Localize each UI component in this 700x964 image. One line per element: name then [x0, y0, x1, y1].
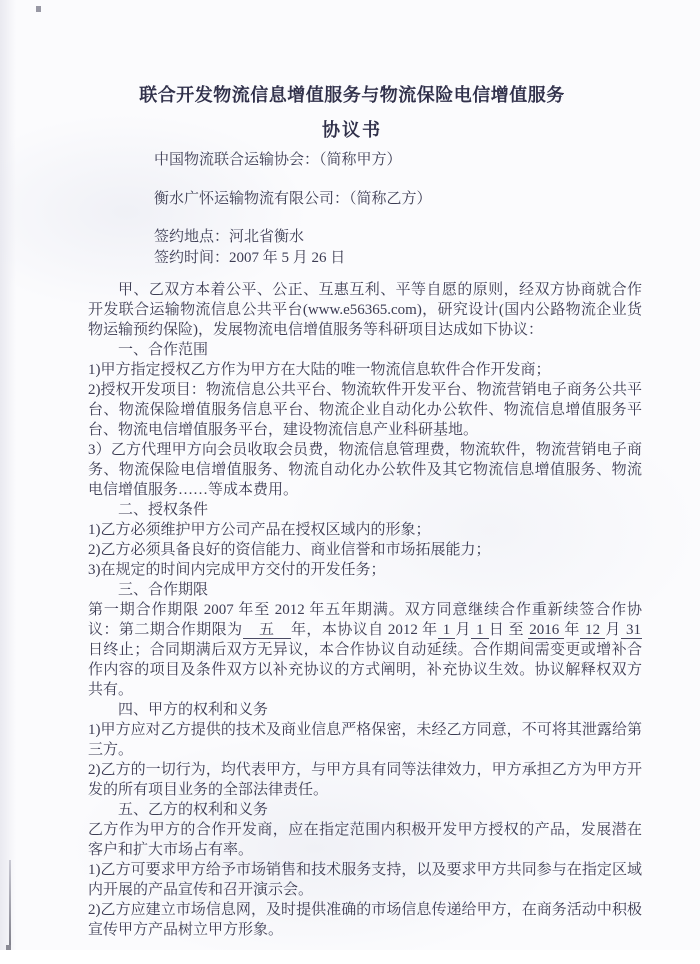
preamble-paragraph: 甲、乙双方本着公平、公正、互惠互利、平等自愿的原则，经双方协商就合作开发联合运输物流信息公共平台(www.e56365.com)，研究设计(国内公路物流企业货物运输预约保险)，发展物流电信增值服务等科研项目达成如下协议：	[88, 282, 642, 338]
clause: 2)乙方必须具备良好的资信能力、商业信誉和市场拓展能力；	[88, 542, 491, 558]
clause: 乙方作为甲方的合作开发商，应在指定范围内积极开发甲方授权的产品，发展潜在客户和扩大市场占有率。	[88, 822, 642, 858]
term-paragraph	[88, 600, 642, 700]
parties-block	[154, 152, 642, 267]
clause: 1)甲方指定授权乙方作为甲方在大陆的唯一物流信息软件合作开发商；	[88, 362, 551, 378]
scan-bottom-margin	[0, 950, 700, 964]
document-subtitle: 协议书	[322, 120, 382, 140]
clause: 3)在规定的时间内完成甲方交付的开发任务；	[88, 562, 386, 578]
term-text: 日 至	[488, 622, 529, 638]
scan-speck-top	[36, 6, 41, 12]
filled-blank: 1	[471, 622, 488, 638]
term-text: 日终止；合同期满后双方无异议，本合作协议自动延续。合作期间需变更或增补合作内容的项目及条件双方以补充协议的方式阐明，补充协议生效。协议解释权双方共有。	[88, 642, 642, 698]
scan-left-edge-shadow	[0, 0, 16, 950]
clause: 2)授权开发项目：物流信息公共平台、物流软件开发平台、物流营销电子商务公共平台、物流保险增值服务信息平台、物流企业自动化办公软件、物流信息增值服务平台、物流电信增值服务平台，建设物流信息产业科研基地。	[88, 382, 642, 438]
clause: 1)甲方应对乙方提供的技术及商业信息严格保密，未经乙方同意，不可将其泄露给第三方。	[88, 722, 642, 758]
section-party-a-rights-obligations	[88, 700, 642, 800]
sign-date-line: 签约时间：2007 年 5 月 26 日	[154, 250, 346, 266]
scan-paper-edge-line	[9, 860, 11, 950]
document-content	[88, 84, 642, 940]
section-heading: 二、授权条件	[118, 502, 209, 518]
section-cooperation-scope	[88, 340, 642, 500]
clause: 1)乙方必须维护甲方公司产品在授权区域内的形象；	[88, 522, 431, 538]
document-title: 联合开发物流信息增值服务与物流保险电信增值服务	[139, 85, 565, 105]
filled-blank: 五	[243, 622, 290, 638]
agreement-body	[88, 280, 642, 940]
term-text: 月	[455, 622, 471, 638]
party-a-line: 中国物流联合运输协会：（简称甲方）	[154, 152, 402, 168]
section-heading: 一、合作范围	[118, 342, 209, 358]
filled-blank: 31	[621, 622, 641, 638]
clause: 2)乙方的一切行为，均代表甲方，与甲方具有同等法律效力，甲方承担乙方为甲方开发的所有项目业务的全部法律责任。	[88, 762, 642, 798]
party-b-line: 衡水广怀运输物流有限公司：（简称乙方）	[154, 191, 432, 207]
clause: 3）乙方代理甲方向会员收取会员费，物流信息管理费，物流软件，物流营销电子商务、物流保险电信增值服务、物流自动化办公软件及其它物流信息增值服务、物流电信增值服务……等成本费用。	[88, 442, 642, 498]
term-text: 年	[564, 622, 580, 638]
filled-blank: 12	[580, 622, 605, 638]
section-authorization-conditions	[88, 500, 642, 580]
clause: 1)乙方可要求甲方给予市场销售和技术服务支持，以及要求甲方共同参与在指定区域内开展的产品宣传和召开演示会。	[88, 862, 642, 898]
filled-blank: 2016	[529, 622, 564, 638]
term-text: 第一期合作期限 2007 年至 2012 年五年期满。双方同意继续合作重新续签合作协议：第二期合作期限为	[88, 602, 642, 638]
section-heading: 三、合作期限	[118, 582, 209, 598]
term-text: 月	[605, 622, 621, 638]
term-text: 年，本协议自 2012 年	[290, 622, 438, 638]
section-party-b-rights-obligations	[88, 800, 642, 940]
section-heading: 五、乙方的权利和义务	[118, 802, 269, 818]
sign-location-line: 签约地点：河北省衡水	[154, 229, 305, 245]
section-cooperation-term	[88, 580, 642, 700]
filled-blank: 1	[438, 622, 455, 638]
clause: 2)乙方应建立市场信息网，及时提供准确的市场信息传递给甲方，在商务活动中积极宣传甲方产品树立甲方形象。	[88, 902, 642, 938]
section-heading: 四、甲方的权利和义务	[118, 702, 269, 718]
title-block	[88, 84, 642, 141]
